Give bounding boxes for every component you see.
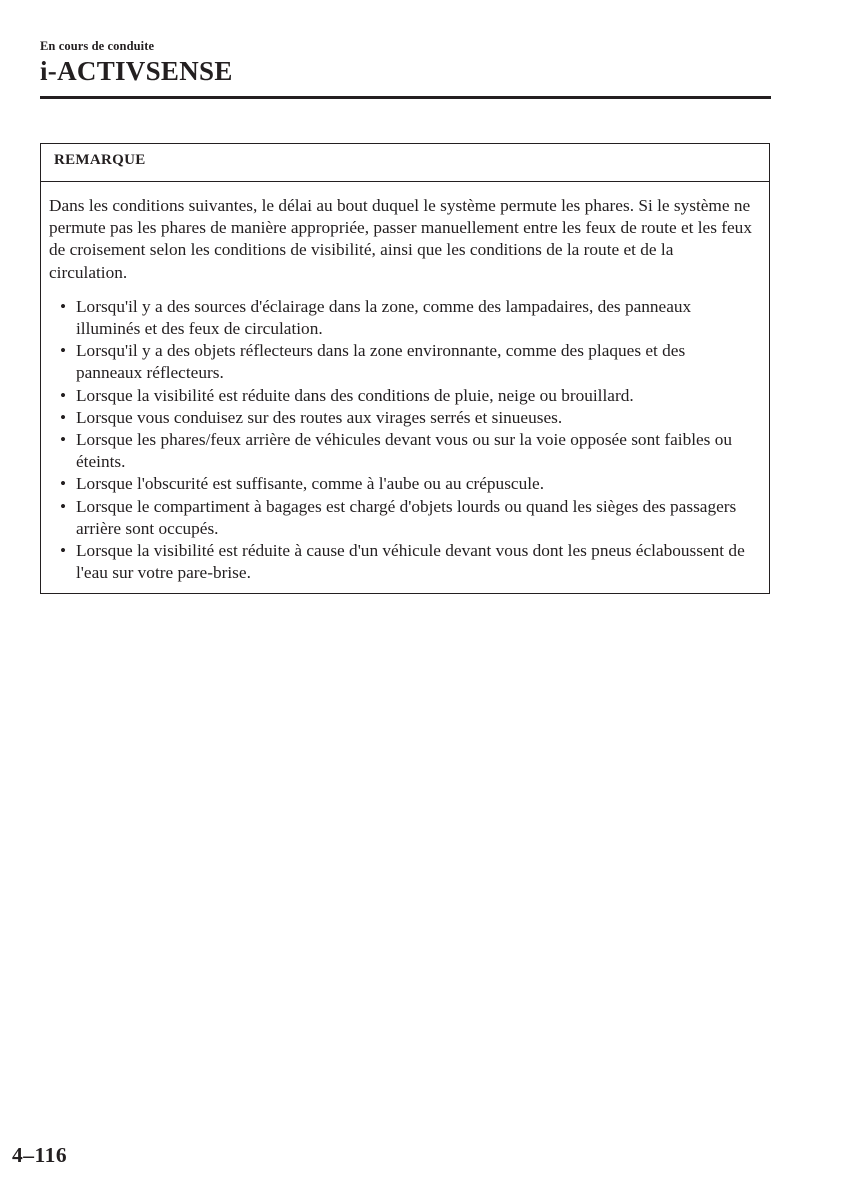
list-item [49,385,754,407]
note-list [49,296,754,585]
list-item [49,429,754,473]
list-item-text: Lorsque l'obscurité est suffisante, comme à l'aube ou au crépuscule. [76,474,545,494]
list-item-text: Lorsque les phares/feux arrière de véhicules devant vous ou sur la voie opposée sont faibles ou éteints. [76,430,733,472]
note-heading: REMARQUE [41,144,769,182]
bullet-icon: • [60,385,67,405]
page-number: 4–116 [12,1143,68,1167]
list-item-text: Lorsqu'il y a des sources d'éclairage dans la zone, comme des lampadaires, des panneaux illuminés et des feux de circulation. [76,296,692,339]
section-label: En cours de conduite [40,39,155,53]
bullet-icon: • [60,296,67,316]
list-item [49,473,754,495]
list-item-text: Lorsque la visibilité est réduite dans des conditions de pluie, neige ou brouillard. [76,385,634,405]
page-title: i-ACTIVSENSE [40,56,233,86]
bullet-icon: • [60,407,67,427]
bullet-icon: • [60,474,67,494]
list-item [49,496,754,540]
list-item-text: Lorsque vous conduisez sur des routes aux virages serrés et sinueuses. [76,407,563,427]
note-body [41,182,769,584]
bullet-icon: • [60,541,67,561]
note-intro: Dans les conditions suivantes, le délai au bout duquel le système permute les phares. Si le système ne permute pas les phares de manière appropriée, passer manuellement entre les feux de route et les feux de croisement selon les conditions de visibilité, ainsi que les conditions de la route et de la circulation. [49,196,752,282]
list-item-text: Lorsque la visibilité est réduite à cause d'un véhicule devant vous dont les pneus éclaboussent de l'eau sur votre pare-brise. [76,541,745,583]
bullet-icon: • [60,496,67,516]
list-item [49,540,754,584]
list-item [49,407,754,429]
list-item-text: Lorsqu'il y a des objets réflecteurs dans la zone environnante, comme des plaques et des panneaux réflecteurs. [76,341,686,383]
bullet-icon: • [60,430,67,450]
note-box [40,143,770,594]
header-divider [40,96,771,99]
bullet-icon: • [60,341,67,361]
list-item [49,340,754,384]
list-item [49,296,754,340]
list-item-text: Lorsque le compartiment à bagages est chargé d'objets lourds ou quand les sièges des passagers arrière sont occupés. [76,496,737,538]
